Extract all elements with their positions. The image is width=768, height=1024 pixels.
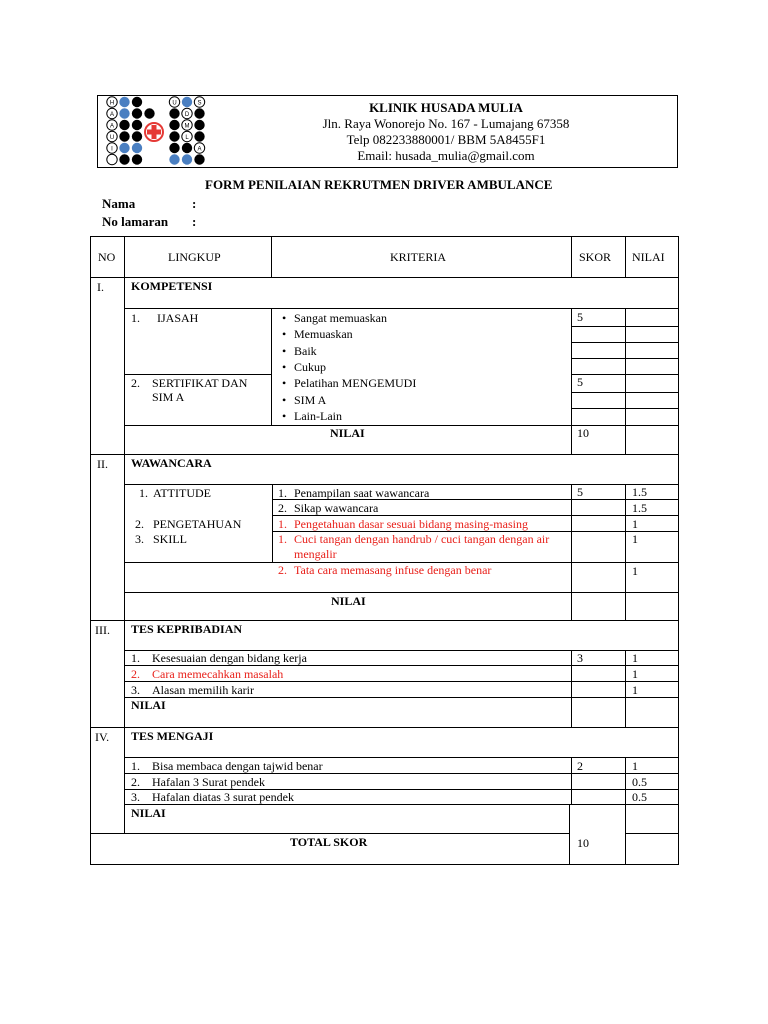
clinic-address: Jln. Raya Wonorejo No. 167 - Lumajang 67358 — [322, 116, 570, 131]
logo-dot — [132, 108, 142, 118]
logo-letter: A — [109, 123, 115, 130]
criteria-item: Pengetahuan dasar sesuai bidang masing-masing — [294, 517, 528, 531]
item-number: 3. — [131, 683, 140, 697]
logo-letter: U — [172, 100, 177, 107]
item-number: 3. — [135, 532, 144, 546]
section-number: IV. — [95, 730, 110, 744]
logo-dot — [169, 154, 179, 164]
logo-dot — [182, 143, 192, 153]
criteria-item: Cuci tangan dengan handrub / cuci tangan dengan air — [294, 532, 550, 546]
subtotal-label: NILAI — [330, 426, 365, 440]
item-number: 2. — [135, 517, 144, 531]
logo-letter: I — [111, 146, 113, 153]
criteria-number: 1. — [278, 517, 287, 531]
header-kriteria: KRITERIA — [390, 250, 446, 264]
criteria-item: Tata cara memasang infuse dengan benar — [294, 563, 492, 577]
logo-letter: U — [109, 135, 115, 141]
header-lingkup: LINGKUP — [168, 250, 221, 264]
criteria-item: • Memuaskan — [294, 327, 353, 342]
no-lamaran-label: No lamaran — [102, 214, 169, 229]
list-item: Cara memecahkan masalah — [152, 667, 284, 681]
criteria-item: • Sangat memuaskan — [294, 311, 387, 326]
logo-letter: S — [197, 100, 202, 107]
logo-dot — [169, 131, 179, 141]
header-skor: SKOR — [579, 250, 612, 264]
nilai-value: 1 — [632, 532, 638, 546]
criteria-item: • Pelatihan MENGEMUDI — [294, 376, 416, 391]
list-item: Hafalan 3 Surat pendek — [152, 775, 265, 789]
logo-dot — [194, 131, 204, 141]
logo-letter: A — [109, 112, 115, 118]
item-number: 2. — [131, 775, 140, 789]
nilai-value: 1 — [632, 759, 638, 773]
criteria-item: Sikap wawancara — [294, 501, 379, 515]
header-no: NO — [98, 250, 116, 264]
skor-value: 2 — [577, 759, 583, 773]
nama-colon: : — [192, 196, 197, 211]
criteria-item-line2: mengalir — [294, 547, 337, 561]
subtotal-skor: 10 — [577, 426, 589, 440]
criteria-number: 1. — [278, 486, 287, 500]
logo-dot — [119, 131, 129, 141]
clinic-name: KLINIK HUSADA MULIA — [369, 100, 523, 115]
criteria-item: • Cukup — [294, 360, 326, 375]
skor-value: 3 — [577, 651, 583, 665]
item-number: 2. — [131, 376, 140, 390]
item-number: 1. — [131, 311, 140, 325]
nilai-value: 1 — [632, 683, 638, 697]
logo-dot — [144, 108, 154, 118]
list-item: Alasan memilih karir — [152, 683, 254, 697]
section-number: II. — [97, 457, 108, 471]
subtotal-label: NILAI — [331, 594, 366, 608]
item-sertifikat-line2: SIM A — [152, 390, 185, 404]
list-item: Hafalan diatas 3 surat pendek — [152, 790, 294, 804]
criteria-item: Penampilan saat wawancara — [294, 486, 430, 500]
skor-value: 5 — [577, 485, 583, 499]
item-pengetahuan: PENGETAHUAN — [153, 517, 242, 531]
nilai-value: 1 — [632, 564, 638, 578]
skor-value: 5 — [577, 375, 583, 389]
subtotal-label: NILAI — [131, 806, 166, 820]
no-lamaran-colon: : — [192, 214, 197, 229]
nilai-value: 1 — [632, 667, 638, 681]
nilai-value: 0.5 — [632, 775, 647, 789]
section-title-tes-kepribadian: TES KEPRIBADIAN — [131, 622, 243, 636]
logo-dot — [119, 97, 129, 107]
criteria-item: • Baik — [294, 344, 317, 359]
criteria-number: 2. — [278, 563, 287, 577]
logo-dot — [169, 120, 179, 130]
list-item: Bisa membaca dengan tajwid benar — [152, 759, 323, 773]
nilai-value: 1.5 — [632, 485, 647, 499]
logo-dot — [119, 154, 129, 164]
subtotal-label: NILAI — [131, 698, 166, 712]
item-attitude: ATTITUDE — [153, 486, 211, 500]
logo-dot — [119, 108, 129, 118]
criteria-item: • Lain-Lain — [294, 409, 342, 424]
section-number: I. — [97, 280, 104, 294]
logo-letter: L — [185, 135, 189, 141]
logo-dot — [169, 108, 179, 118]
logo-dot — [194, 108, 204, 118]
criteria-number: 1. — [278, 532, 287, 546]
logo-dot — [132, 143, 142, 153]
logo-dot — [132, 120, 142, 130]
logo-dot — [182, 97, 192, 107]
clinic-logo — [104, 95, 216, 168]
logo-cross-v — [152, 125, 157, 139]
logo-dot — [182, 154, 192, 164]
logo-dot — [132, 131, 142, 141]
logo-letter: H — [109, 100, 115, 107]
nilai-value: 1 — [632, 517, 638, 531]
logo-letter: D — [184, 112, 190, 118]
nama-label: Nama — [102, 196, 136, 211]
form-title: FORM PENILAIAN REKRUTMEN DRIVER AMBULANCE — [205, 177, 553, 192]
logo-dot — [132, 97, 142, 107]
criteria-number: 2. — [278, 501, 287, 515]
clinic-phone: Telp 082233880001/ BBM 5A8455F1 — [346, 132, 546, 147]
section-title-kompetensi: KOMPETENSI — [131, 279, 213, 293]
logo-dot — [194, 154, 204, 164]
logo-dot — [119, 143, 129, 153]
section-number: III. — [95, 623, 110, 637]
criteria-item: • SIM A — [294, 393, 326, 408]
total-skor-label: TOTAL SKOR — [290, 835, 368, 849]
section-title-tes-mengaji: TES MENGAJI — [131, 729, 214, 743]
item-ijasah: IJASAH — [157, 311, 199, 325]
skor-value: 5 — [577, 310, 583, 324]
logo-dot — [169, 143, 179, 153]
logo-dot — [107, 154, 117, 164]
nilai-value: 1.5 — [632, 501, 647, 515]
item-number: 2. — [131, 667, 140, 681]
item-number: 1. — [131, 759, 140, 773]
header-nilai: NILAI — [632, 250, 665, 264]
logo-dot — [132, 154, 142, 164]
item-number: 1. — [139, 486, 148, 500]
logo-dot — [194, 120, 204, 130]
nilai-value: 1 — [632, 651, 638, 665]
logo-letter: M — [184, 123, 190, 130]
logo-dot — [119, 120, 129, 130]
item-number: 1. — [131, 651, 140, 665]
nilai-value: 0.5 — [632, 790, 647, 804]
logo-letter: A — [197, 146, 202, 153]
list-item: Kesesuaian dengan bidang kerja — [152, 651, 307, 665]
clinic-email: Email: husada_mulia@gmail.com — [357, 148, 535, 163]
item-skill: SKILL — [153, 532, 187, 546]
item-sertifikat: SERTIFIKAT DAN — [152, 376, 248, 390]
item-number: 3. — [131, 790, 140, 804]
section-title-wawancara: WAWANCARA — [131, 456, 212, 470]
total-skor-value: 10 — [577, 836, 589, 850]
